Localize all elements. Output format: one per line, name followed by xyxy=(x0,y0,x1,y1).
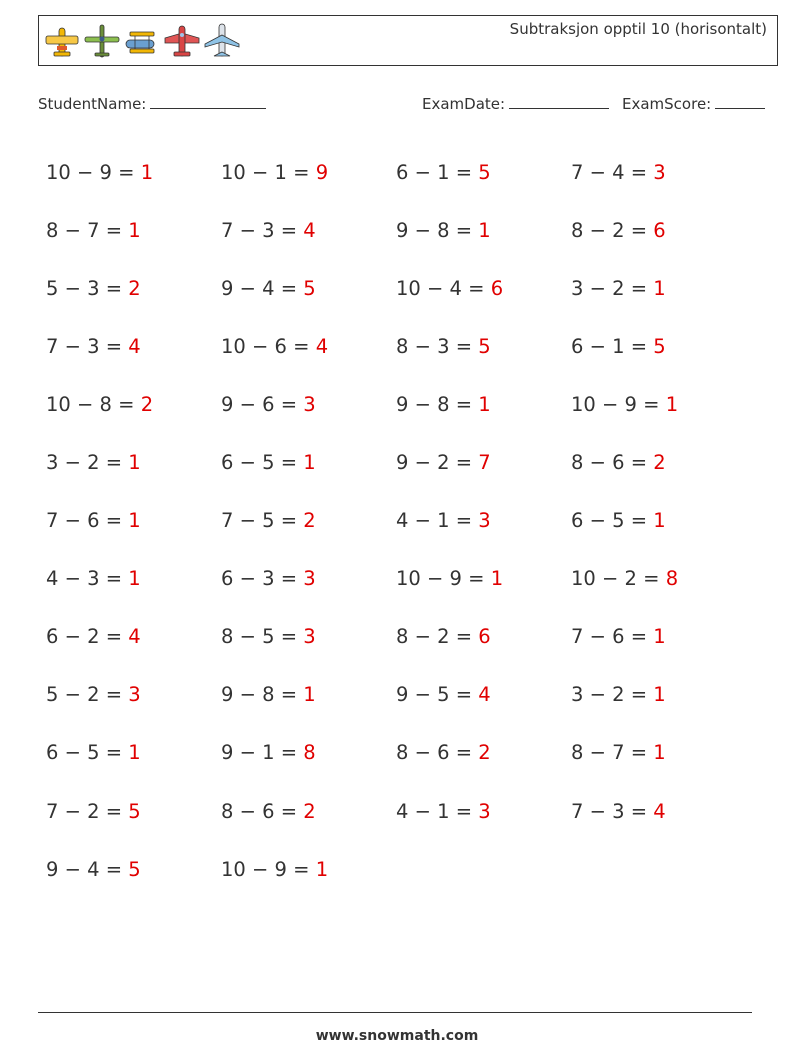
problem-answer: 3 xyxy=(303,392,316,416)
problem-question: 6 − 5 = xyxy=(221,451,304,475)
problem-cell xyxy=(46,741,221,764)
problem-row xyxy=(46,375,746,433)
problem-answer: 1 xyxy=(653,625,666,649)
problem-cell xyxy=(571,509,746,532)
problem-question: 10 − 9 = xyxy=(396,567,491,591)
problem-answer: 3 xyxy=(128,683,141,707)
problem-cell xyxy=(571,161,746,184)
problem-answer: 3 xyxy=(303,567,316,591)
problem-cell xyxy=(396,393,571,416)
problem-answer: 4 xyxy=(303,218,316,242)
problem-answer: 1 xyxy=(128,451,141,475)
problem-cell xyxy=(396,625,571,648)
problem-answer: 3 xyxy=(478,509,491,533)
problem-cell xyxy=(396,509,571,532)
exam-date-label: ExamDate: xyxy=(422,95,506,113)
student-name-label: StudentName: xyxy=(38,95,147,113)
problem-question: 6 − 5 = xyxy=(571,509,654,533)
problem-question: 8 − 6 = xyxy=(396,741,479,765)
problem-question: 10 − 4 = xyxy=(396,276,491,300)
problem-answer: 2 xyxy=(478,741,491,765)
problem-question: 8 − 6 = xyxy=(571,451,654,475)
problem-cell xyxy=(396,800,571,823)
problem-answer: 4 xyxy=(315,334,329,358)
exam-score-label: ExamScore: xyxy=(622,95,712,113)
problem-question: 8 − 6 = xyxy=(221,799,304,823)
problem-cell xyxy=(221,335,396,358)
problem-answer: 1 xyxy=(653,741,666,765)
problem-cell xyxy=(46,858,221,881)
problem-question: 8 − 7 = xyxy=(571,741,654,765)
problem-question: 10 − 6 = xyxy=(221,334,316,358)
problem-answer: 5 xyxy=(478,334,491,358)
problem-question: 7 − 3 = xyxy=(221,218,304,242)
problem-cell xyxy=(396,683,571,706)
problem-cell xyxy=(46,161,221,184)
problem-question: 10 − 2 = xyxy=(571,567,666,591)
problem-answer: 5 xyxy=(128,799,141,823)
problem-answer: 9 xyxy=(315,160,329,184)
problem-answer: 1 xyxy=(653,276,666,300)
problem-cell xyxy=(221,683,396,706)
problem-cell xyxy=(571,683,746,706)
footer-url: www.snowmath.com xyxy=(315,1028,479,1044)
problem-question: 3 − 2 = xyxy=(571,276,654,300)
problem-question: 10 − 1 = xyxy=(221,160,316,184)
problem-answer: 1 xyxy=(478,392,491,416)
problem-question: 9 − 8 = xyxy=(396,392,479,416)
problem-answer: 1 xyxy=(303,683,316,707)
problem-row xyxy=(46,492,746,550)
problem-question: 5 − 3 = xyxy=(46,276,129,300)
problem-cell xyxy=(221,161,396,184)
problem-cell xyxy=(46,567,221,590)
problem-row xyxy=(46,550,746,608)
jet-plane-icon xyxy=(203,20,241,62)
problem-cell xyxy=(571,800,746,823)
problem-cell xyxy=(396,335,571,358)
problem-question: 6 − 3 = xyxy=(221,567,304,591)
problem-cell xyxy=(221,567,396,590)
problem-cell xyxy=(221,858,396,881)
problem-answer: 1 xyxy=(128,567,141,591)
problem-cell xyxy=(571,335,746,358)
problem-cell xyxy=(571,625,746,648)
problem-answer: 6 xyxy=(653,218,666,242)
problem-answer: 7 xyxy=(478,451,491,475)
problem-question: 8 − 3 = xyxy=(396,334,479,358)
problem-cell xyxy=(46,393,221,416)
problem-cell xyxy=(571,741,746,764)
problem-answer: 1 xyxy=(490,567,504,591)
problem-cell xyxy=(46,277,221,300)
problem-question: 3 − 2 = xyxy=(46,451,129,475)
problem-answer: 4 xyxy=(128,334,141,358)
problem-row xyxy=(46,724,746,782)
problem-question: 7 − 5 = xyxy=(221,509,304,533)
problem-answer: 3 xyxy=(303,625,316,649)
problem-cell xyxy=(396,741,571,764)
problem-cell xyxy=(571,393,746,416)
problem-question: 4 − 1 = xyxy=(396,799,479,823)
problem-answer: 8 xyxy=(303,741,316,765)
problem-grid xyxy=(46,143,746,898)
problem-cell xyxy=(396,277,571,300)
problem-question: 7 − 4 = xyxy=(571,160,654,184)
problem-question: 4 − 3 = xyxy=(46,567,129,591)
problem-cell xyxy=(46,800,221,823)
problem-row xyxy=(46,782,746,840)
problem-cell xyxy=(221,741,396,764)
problem-question: 3 − 2 = xyxy=(571,683,654,707)
problem-row xyxy=(46,608,746,666)
problem-question: 9 − 4 = xyxy=(46,857,129,881)
problem-question: 7 − 6 = xyxy=(46,509,129,533)
problem-answer: 1 xyxy=(128,741,141,765)
problem-cell xyxy=(46,509,221,532)
problem-answer: 2 xyxy=(653,451,666,475)
problem-answer: 3 xyxy=(478,799,491,823)
problem-answer: 2 xyxy=(303,799,316,823)
biplane-icon xyxy=(123,20,161,62)
problem-row xyxy=(46,259,746,317)
problem-question: 6 − 5 = xyxy=(46,741,129,765)
problem-question: 7 − 3 = xyxy=(571,799,654,823)
problem-cell xyxy=(396,451,571,474)
problem-answer: 1 xyxy=(315,857,329,881)
problem-question: 9 − 5 = xyxy=(396,683,479,707)
problem-answer: 2 xyxy=(140,392,154,416)
problem-answer: 1 xyxy=(478,218,491,242)
problem-cell xyxy=(221,393,396,416)
problem-cell xyxy=(396,161,571,184)
problem-cell xyxy=(571,451,746,474)
exam-score-field xyxy=(622,93,765,113)
problem-question: 4 − 1 = xyxy=(396,509,479,533)
problem-question: 6 − 1 = xyxy=(396,160,479,184)
problem-question: 6 − 2 = xyxy=(46,625,129,649)
problem-question: 6 − 1 = xyxy=(571,334,654,358)
problem-question: 8 − 2 = xyxy=(396,625,479,649)
problem-answer: 2 xyxy=(303,509,316,533)
worksheet-title: Subtraksjon opptil 10 (horisontalt) xyxy=(509,20,767,38)
problem-cell xyxy=(221,625,396,648)
worksheet-header xyxy=(38,15,778,66)
problem-cell xyxy=(221,219,396,242)
problem-row xyxy=(46,317,746,375)
problem-question: 9 − 8 = xyxy=(221,683,304,707)
problem-question: 9 − 2 = xyxy=(396,451,479,475)
problem-answer: 5 xyxy=(303,276,316,300)
problem-cell xyxy=(571,277,746,300)
problem-cell xyxy=(571,567,746,590)
problem-question: 7 − 2 = xyxy=(46,799,129,823)
problem-answer: 3 xyxy=(653,160,666,184)
problem-cell xyxy=(221,277,396,300)
problem-answer: 8 xyxy=(665,567,679,591)
exam-date-field xyxy=(422,93,609,113)
problem-question: 9 − 8 = xyxy=(396,218,479,242)
problem-cell xyxy=(396,567,571,590)
problem-question: 9 − 1 = xyxy=(221,741,304,765)
problem-answer: 5 xyxy=(653,334,666,358)
green-plane-icon xyxy=(83,20,121,62)
plane-icons xyxy=(43,20,241,62)
problem-question: 8 − 5 = xyxy=(221,625,304,649)
problem-question: 10 − 9 = xyxy=(46,160,141,184)
problem-answer: 4 xyxy=(128,625,141,649)
problem-question: 7 − 6 = xyxy=(571,625,654,649)
problem-cell xyxy=(46,451,221,474)
problem-cell xyxy=(221,800,396,823)
exam-score-blank[interactable] xyxy=(715,93,765,109)
student-name-field xyxy=(38,93,266,113)
problem-answer: 2 xyxy=(128,276,141,300)
problem-answer: 4 xyxy=(653,799,666,823)
problem-question: 9 − 4 = xyxy=(221,276,304,300)
problem-answer: 1 xyxy=(128,509,141,533)
problem-row xyxy=(46,433,746,491)
problem-answer: 1 xyxy=(653,683,666,707)
problem-answer: 1 xyxy=(665,392,679,416)
problem-cell xyxy=(46,335,221,358)
problem-question: 10 − 9 = xyxy=(221,857,316,881)
problem-question: 7 − 3 = xyxy=(46,334,129,358)
problem-cell xyxy=(46,625,221,648)
problem-answer: 4 xyxy=(478,683,491,707)
problem-answer: 1 xyxy=(128,218,141,242)
yellow-plane-icon xyxy=(43,20,81,62)
exam-date-blank[interactable] xyxy=(509,93,609,109)
problem-cell xyxy=(221,451,396,474)
problem-answer: 1 xyxy=(140,160,154,184)
problem-question: 8 − 2 = xyxy=(571,218,654,242)
problem-cell xyxy=(396,219,571,242)
problem-answer: 5 xyxy=(128,857,141,881)
problem-question: 9 − 6 = xyxy=(221,392,304,416)
problem-row xyxy=(46,666,746,724)
problem-cell xyxy=(221,509,396,532)
problem-question: 10 − 9 = xyxy=(571,392,666,416)
problem-row xyxy=(46,840,746,898)
red-plane-icon xyxy=(163,20,201,62)
problem-cell xyxy=(571,219,746,242)
problem-answer: 1 xyxy=(653,509,666,533)
problem-cell xyxy=(46,683,221,706)
problem-cell xyxy=(46,219,221,242)
problem-answer: 6 xyxy=(490,276,504,300)
student-name-blank[interactable] xyxy=(150,93,266,109)
problem-row xyxy=(46,201,746,259)
problem-row xyxy=(46,143,746,201)
problem-question: 8 − 7 = xyxy=(46,218,129,242)
problem-answer: 5 xyxy=(478,160,491,184)
problem-question: 10 − 8 = xyxy=(46,392,141,416)
footer-divider xyxy=(38,1012,752,1013)
problem-answer: 1 xyxy=(303,451,316,475)
problem-answer: 6 xyxy=(478,625,491,649)
problem-question: 5 − 2 = xyxy=(46,683,129,707)
